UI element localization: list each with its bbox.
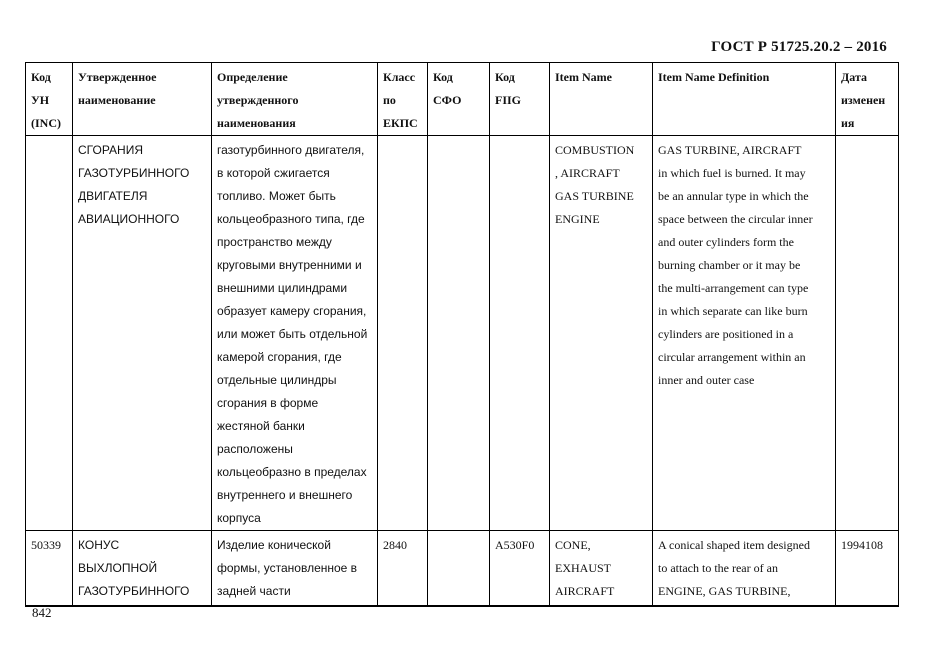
cell-line: газотурбинного двигателя, xyxy=(217,143,365,157)
cell-line: AIRCRAFT xyxy=(555,584,615,598)
cell-line: внешними цилиндрами xyxy=(217,281,348,295)
cell-line: внутреннего и внешнего xyxy=(217,488,353,502)
cell-line: ГАЗОТУРБИННОГО xyxy=(78,584,190,598)
cell-definition xyxy=(212,136,378,531)
col-header-class xyxy=(378,63,428,136)
cell-line: наименования xyxy=(217,116,296,130)
cell-line: FIIG xyxy=(495,93,522,107)
cell-line: ENGINE xyxy=(555,212,600,226)
cell-line: задней части xyxy=(217,584,291,598)
cell-line: изменен xyxy=(841,93,886,107)
cell-fiig: A530F0 xyxy=(490,531,550,606)
cell-line: пространство между xyxy=(217,235,332,249)
cell-line: ГАЗОТУРБИННОГО xyxy=(78,166,190,180)
cell-line: Утвержденное xyxy=(78,70,157,84)
cell-line: сгорания в форме xyxy=(217,396,319,410)
cell-line: in which fuel is burned. It may xyxy=(658,166,806,180)
cell-line: или может быть отдельной xyxy=(217,327,368,341)
col-header-item-definition xyxy=(653,63,836,136)
cell-item-name xyxy=(550,136,653,531)
cell-date: 1994108 xyxy=(836,531,899,606)
cell-item-definition xyxy=(653,531,836,606)
table-row xyxy=(26,136,899,531)
cell-line: образует камеру сгорания, xyxy=(217,304,367,318)
cell-line: the multi-arrangement can type xyxy=(658,281,809,295)
cell-line: камерой сгорания, где xyxy=(217,350,342,364)
col-header-name xyxy=(73,63,212,136)
cell-line: burning chamber or it may be xyxy=(658,258,801,272)
cell-line: КОНУС xyxy=(78,538,120,552)
cell-line: Item Name Definition xyxy=(658,70,770,84)
nomenclature-table xyxy=(25,62,899,607)
document-title: ГОСТ Р 51725.20.2 – 2016 xyxy=(711,39,887,55)
cell-line: кольцеобразного типа, где xyxy=(217,212,365,226)
cell-line: УН xyxy=(31,93,50,107)
cell-line: СГОРАНИЯ xyxy=(78,143,143,157)
col-header-item-name xyxy=(550,63,653,136)
cell-definition xyxy=(212,531,378,606)
cell-line: be an annular type in which the xyxy=(658,189,809,203)
cell-line: Код xyxy=(433,70,453,84)
cell-line: inner and outer case xyxy=(658,373,755,387)
cell-line: (INC) xyxy=(31,116,61,130)
cell-class xyxy=(378,136,428,531)
cell-line: Изделие конической xyxy=(217,538,331,552)
col-header-inc xyxy=(26,63,73,136)
cell-sfo xyxy=(428,531,490,606)
col-header-definition xyxy=(212,63,378,136)
cell-sfo xyxy=(428,136,490,531)
cell-item-name xyxy=(550,531,653,606)
cell-line: GAS TURBINE xyxy=(555,189,634,203)
col-header-date xyxy=(836,63,899,136)
cell-line: расположены xyxy=(217,442,293,456)
cell-line: A conical shaped item designed xyxy=(658,538,810,552)
cell-line: топливо. Может быть xyxy=(217,189,336,203)
cell-line: ВЫХЛОПНОЙ xyxy=(78,561,158,575)
cell-line: COMBUSTION xyxy=(555,143,635,157)
cell-line: , AIRCRAFT xyxy=(555,166,620,180)
cell-line: наименование xyxy=(78,93,156,107)
cell-line: АВИАЦИОННОГО xyxy=(78,212,180,226)
cell-line: кольцеобразно в пределах xyxy=(217,465,367,479)
cell-line: в которой сжигается xyxy=(217,166,330,180)
cell-line: circular arrangement within an xyxy=(658,350,806,364)
cell-date xyxy=(836,136,899,531)
cell-line: to attach to the rear of an xyxy=(658,561,778,575)
cell-name xyxy=(73,136,212,531)
cell-line: cylinders are positioned in a xyxy=(658,327,794,341)
col-header-fiig xyxy=(490,63,550,136)
cell-line: по xyxy=(383,93,396,107)
cell-line: Item Name xyxy=(555,70,612,84)
cell-fiig xyxy=(490,136,550,531)
cell-line: корпуса xyxy=(217,511,261,525)
cell-line: CONE, xyxy=(555,538,591,552)
cell-line: утвержденного xyxy=(217,93,299,107)
cell-line: круговыми внутренними и xyxy=(217,258,362,272)
table-row xyxy=(26,531,899,606)
cell-item-definition xyxy=(653,136,836,531)
cell-class: 2840 xyxy=(378,531,428,606)
cell-line: Определение xyxy=(217,70,288,84)
cell-line: GAS TURBINE, AIRCRAFT xyxy=(658,143,802,157)
cell-line: Код xyxy=(31,70,51,84)
cell-line: EXHAUST xyxy=(555,561,611,575)
cell-line: ENGINE, GAS TURBINE, xyxy=(658,584,791,598)
cell-name xyxy=(73,531,212,606)
cell-line: Класс xyxy=(383,70,416,84)
cell-line: формы, установленное в xyxy=(217,561,358,575)
cell-line: СФО xyxy=(433,93,462,107)
cell-line: and outer cylinders form the xyxy=(658,235,794,249)
cell-inc: 50339 xyxy=(26,531,73,606)
cell-line: ЕКПС xyxy=(383,116,418,130)
cell-line: ия xyxy=(841,116,855,130)
page-number: 842 xyxy=(32,605,52,620)
cell-line: space between the circular inner xyxy=(658,212,813,226)
cell-inc xyxy=(26,136,73,531)
header-row xyxy=(26,63,899,136)
cell-line: in which separate can like burn xyxy=(658,304,808,318)
cell-line: ДВИГАТЕЛЯ xyxy=(78,189,148,203)
cell-line: жестяной банки xyxy=(217,419,305,433)
cell-line: Дата xyxy=(841,70,867,84)
col-header-sfo xyxy=(428,63,490,136)
cell-line: Код xyxy=(495,70,515,84)
cell-line: отдельные цилиндры xyxy=(217,373,337,387)
